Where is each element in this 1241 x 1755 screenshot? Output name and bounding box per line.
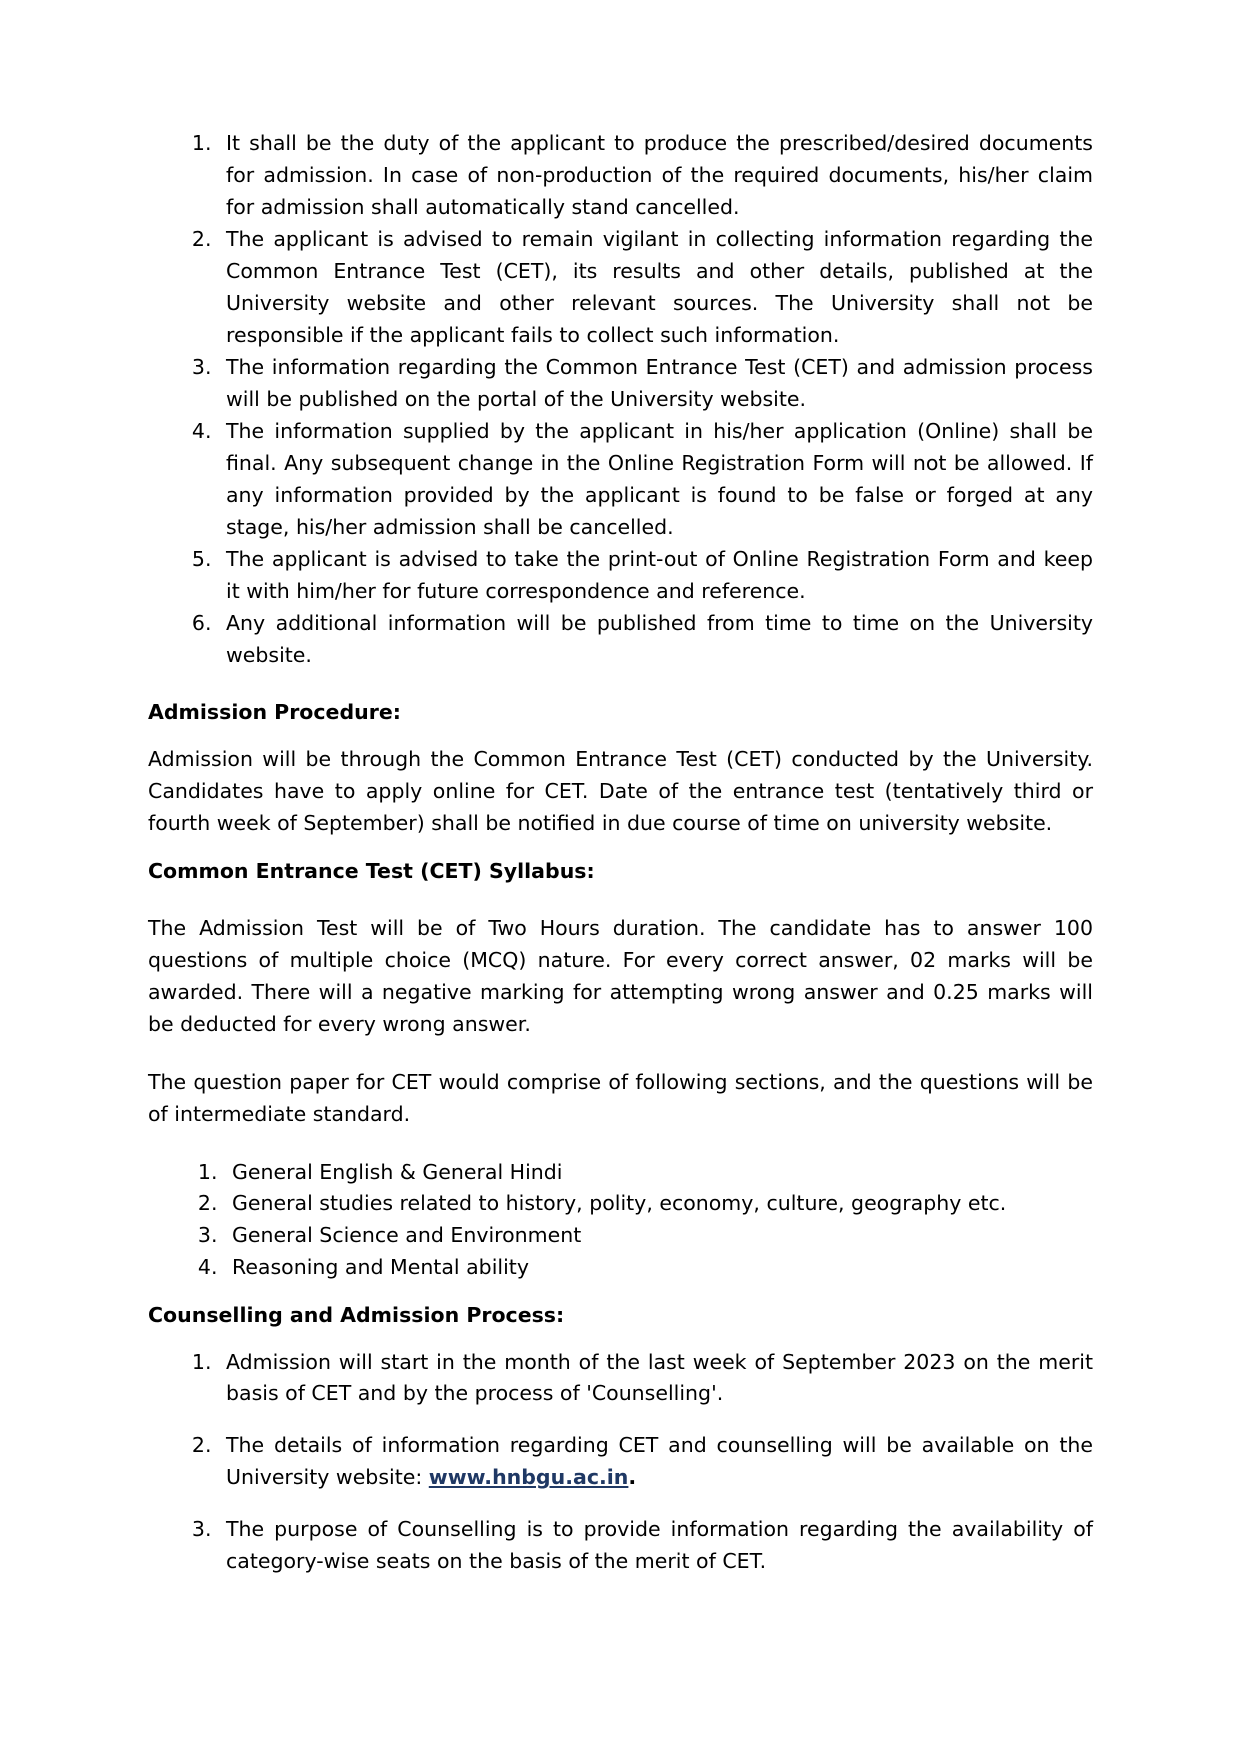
counselling-heading-label: Counselling and Admission Process	[148, 1302, 556, 1327]
cet-syllabus-paragraph-1: The Admission Test will be of Two Hours duration. The candidate has to answer 100 questions of multiple choice (MCQ) nature. For every correct answer, 02 marks will be awarded. There will a negative marking for attempting wrong answer and 0.25 marks will be deducted for every wrong answer.	[148, 915, 1093, 1036]
spacer	[148, 1284, 1093, 1300]
spacer	[148, 887, 1093, 913]
cet-sections-list	[148, 1157, 1093, 1284]
counselling-heading	[148, 1300, 1093, 1331]
page-content	[148, 128, 1093, 1578]
list-item: 3. The purpose of Counselling is to provide information regarding the availability of category-wise seats on the basis of the merit of CET.	[218, 1514, 1093, 1578]
spacer	[148, 1331, 1093, 1347]
list-item: 1. It shall be the duty of the applicant to produce the prescribed/desired documents for admission. In case of non-production of the required documents, his/her claim for admission shall automatically stand cancelled.	[218, 128, 1093, 224]
list-item: 3. General Science and Environment	[224, 1220, 1093, 1252]
spacer	[148, 671, 1093, 697]
counselling-item-text-before: The details of information regarding CET and counselling will be available on the University website:	[226, 1433, 1093, 1490]
university-website-link[interactable]: www.hnbgu.ac.in	[428, 1465, 629, 1490]
list-item: 2. General studies related to history, polity, economy, culture, geography etc.	[224, 1188, 1093, 1220]
spacer	[148, 840, 1093, 856]
spacer	[148, 1131, 1093, 1157]
counselling-heading-suffix: :	[556, 1302, 565, 1327]
cet-syllabus-heading: Common Entrance Test (CET) Syllabus:	[148, 859, 595, 884]
list-item: 4. The information supplied by the applicant in his/her application (Online) shall be final. Any subsequent change in the Online Registration Form will not be allowed. If any information provided by the applicant is found to be false or forged at any stage, his/her admission shall be cancelled.	[218, 416, 1093, 544]
spacer	[148, 1041, 1093, 1067]
list-item: 1. General English & General Hindi	[224, 1157, 1093, 1189]
admission-procedure-paragraph: Admission will be through the Common Entrance Test (CET) conducted by the University. Candidates have to apply online for CET. Date of the entrance test (tentatively third or fourth week of September) shall be notified in due course of time on university website.	[148, 747, 1093, 836]
list-item: 1. Admission will start in the month of the last week of September 2023 on the merit basis of CET and by the process of 'Counselling'.	[218, 1347, 1093, 1411]
admission-procedure-heading: Admission Procedure:	[148, 700, 401, 725]
general-instructions-list	[148, 128, 1093, 671]
spacer	[148, 728, 1093, 744]
list-item: 6. Any additional information will be published from time to time on the University website.	[218, 608, 1093, 672]
list-item: 5. The applicant is advised to take the print-out of Online Registration Form and keep it with him/her for future correspondence and reference.	[218, 544, 1093, 608]
cet-syllabus-paragraph-2: The question paper for CET would comprise of following sections, and the questions will be of intermediate standard.	[148, 1069, 1093, 1126]
list-item: 3. The information regarding the Common Entrance Test (CET) and admission process will be published on the portal of the University website.	[218, 352, 1093, 416]
list-item: 2. The applicant is advised to remain vigilant in collecting information regarding the Common Entrance Test (CET), its results and other details, published at the University website and other relevant sources. The University shall not be responsible if the applicant fails to collect such information.	[218, 224, 1093, 352]
counselling-item-text-after: .	[628, 1465, 637, 1490]
list-item: 4. Reasoning and Mental ability	[224, 1252, 1093, 1284]
list-item	[218, 1430, 1093, 1494]
counselling-list	[148, 1347, 1093, 1579]
